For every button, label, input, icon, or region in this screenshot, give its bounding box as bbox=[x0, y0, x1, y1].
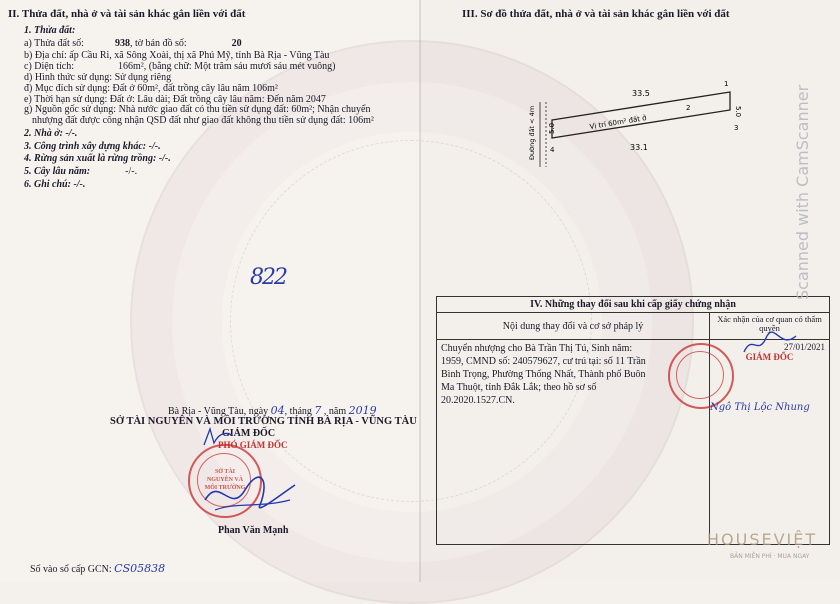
map-number: 20 bbox=[231, 38, 242, 49]
land-heading: 1. Thửa đất: bbox=[24, 25, 76, 36]
department-title: SỞ TÀI NGUYÊN VÀ MÔI TRƯỜNG TỈNH BÀ RỊA - VŨNG TÀU bbox=[110, 416, 417, 427]
top-length: 33.5 bbox=[632, 89, 650, 98]
page-fold bbox=[419, 0, 421, 582]
gcn-number: CS05838 bbox=[114, 562, 166, 575]
gcn-row: Số vào sổ cấp GCN: CS05838 bbox=[30, 562, 166, 575]
signer-name: Phan Văn Mạnh bbox=[218, 525, 289, 536]
form-row: d) Hình thức sử dụng: Sử dụng riêng bbox=[24, 72, 172, 83]
confirm-date: 27/01/2021 bbox=[783, 342, 825, 352]
parcel-number: 938 bbox=[114, 38, 130, 49]
change-line-1: Chuyển nhượng cho Bà Trần Thị Tú, Sinh năm: bbox=[441, 343, 633, 354]
change-line-2: 1959, CMND số: 240579627, cư trú tại: số 11 Trần bbox=[441, 356, 646, 367]
change-line-4: Ma Thuột, tỉnh Đắk Lắk; theo hồ sơ số bbox=[441, 382, 597, 393]
trees-row: 5. Cây lâu năm: -/-. bbox=[24, 166, 138, 177]
origin-row: g) Nguồn gốc sử dụng: Nhà nước giao đất có thu tiền sử dụng đất: 60m²; Nhận chuyển bbox=[24, 104, 371, 115]
houseviet-logo-sub: BẢN MIỄN PHÍ · MUA NGAY bbox=[730, 553, 810, 560]
purpose-row: đ) Mục đích sử dụng: Đất ở 60m², đất trồng cây lâu năm 106m² bbox=[24, 83, 278, 94]
confirm-red-seal bbox=[668, 343, 734, 409]
initial-mark bbox=[200, 425, 240, 450]
term-row: e) Thời hạn sử dụng: Đất ở: Lâu dài; Đất trồng cây lâu năm: Đến năm 2047 bbox=[24, 94, 326, 105]
date-month: 7 bbox=[314, 404, 322, 417]
section-ii-title: II. Thửa đất, nhà ở và tài sản khác gắn liền với đất bbox=[8, 8, 246, 20]
director-signature bbox=[200, 470, 300, 520]
left-length: 5.0 bbox=[548, 122, 556, 134]
director-title: GIÁM ĐỐC bbox=[222, 428, 276, 439]
date-year: 2019 bbox=[348, 404, 377, 417]
point-3: 3 bbox=[734, 124, 739, 132]
houseviet-logo: HOUSEVIỆT bbox=[707, 530, 818, 549]
right-length: 5.0 bbox=[734, 106, 742, 118]
point-2: 2 bbox=[686, 104, 691, 112]
house-row: 2. Nhà ở: -/-. bbox=[24, 128, 78, 139]
confirm-header: Xác nhận của cơ quan có thẩm quyền bbox=[710, 313, 830, 340]
section-iii-title: III. Sơ đồ thửa đất, nhà ở và tài sản khác gắn liền với đất bbox=[462, 8, 730, 20]
content-header: Nội dung thay đổi và cơ sở pháp lý bbox=[437, 313, 710, 340]
confirm-title: GIÁM ĐỐC bbox=[745, 352, 794, 362]
notes-row: 6. Ghi chú: -/-. bbox=[24, 179, 86, 190]
change-line-3: Bình Trọng, Phường Thống Nhất, Thành phố Buôn bbox=[441, 369, 646, 380]
construction-row: 3. Công trình xây dựng khác: -/-. bbox=[24, 141, 161, 152]
forest-row: 4. Rừng sản xuất là rừng trồng: -/-. bbox=[24, 153, 171, 164]
camscanner-watermark: Scanned with CamScanner bbox=[793, 84, 812, 300]
change-line-5: 20.2020.1527.CN. bbox=[441, 395, 515, 406]
confirm-signer: Ngô Thị Lộc Nhung bbox=[710, 402, 810, 413]
road-label: Đường đất < 4m bbox=[528, 105, 536, 160]
address-row: b) Địa chỉ: ấp Cầu Ri, xã Sông Xoài, thị xã Phú Mỹ, tỉnh Bà Rịa - Vũng Tàu bbox=[24, 50, 330, 61]
parcel-row: a) Thửa đất số: 938, tờ bản đồ số: 20 bbox=[24, 38, 242, 49]
confirm-signature bbox=[740, 330, 800, 360]
point-1: 1 bbox=[724, 80, 729, 88]
official-red-seal: SỞ TÀI NGUYÊN VÀ MÔI TRƯỜNG bbox=[188, 444, 262, 518]
date-day: 04 bbox=[270, 404, 285, 417]
point-4: 4 bbox=[550, 146, 555, 154]
area-row: c) Diện tích: 166m², (bằng chữ: Một trăm sáu mươi sáu mét vuông) bbox=[24, 61, 336, 72]
inner-label: Vị trí 60m² đất ở bbox=[589, 114, 648, 131]
land-plot-diagram bbox=[500, 72, 760, 182]
bottom-length: 33.1 bbox=[630, 143, 648, 152]
changes-title: IV. Những thay đổi sau khi cấp giấy chứng nhận bbox=[437, 297, 830, 313]
date-row: Bà Rịa - Vũng Tàu, ngày 04, tháng 7 , năm 2019 bbox=[168, 404, 377, 417]
origin-row-2: nhượng đất được công nhận QSD đất như giao đất không thu tiền sử dụng đất: 106m² bbox=[32, 115, 374, 126]
deputy-director-title: PHÓ GIÁM ĐỐC bbox=[218, 440, 288, 450]
handwritten-mark: 822 bbox=[250, 265, 286, 290]
